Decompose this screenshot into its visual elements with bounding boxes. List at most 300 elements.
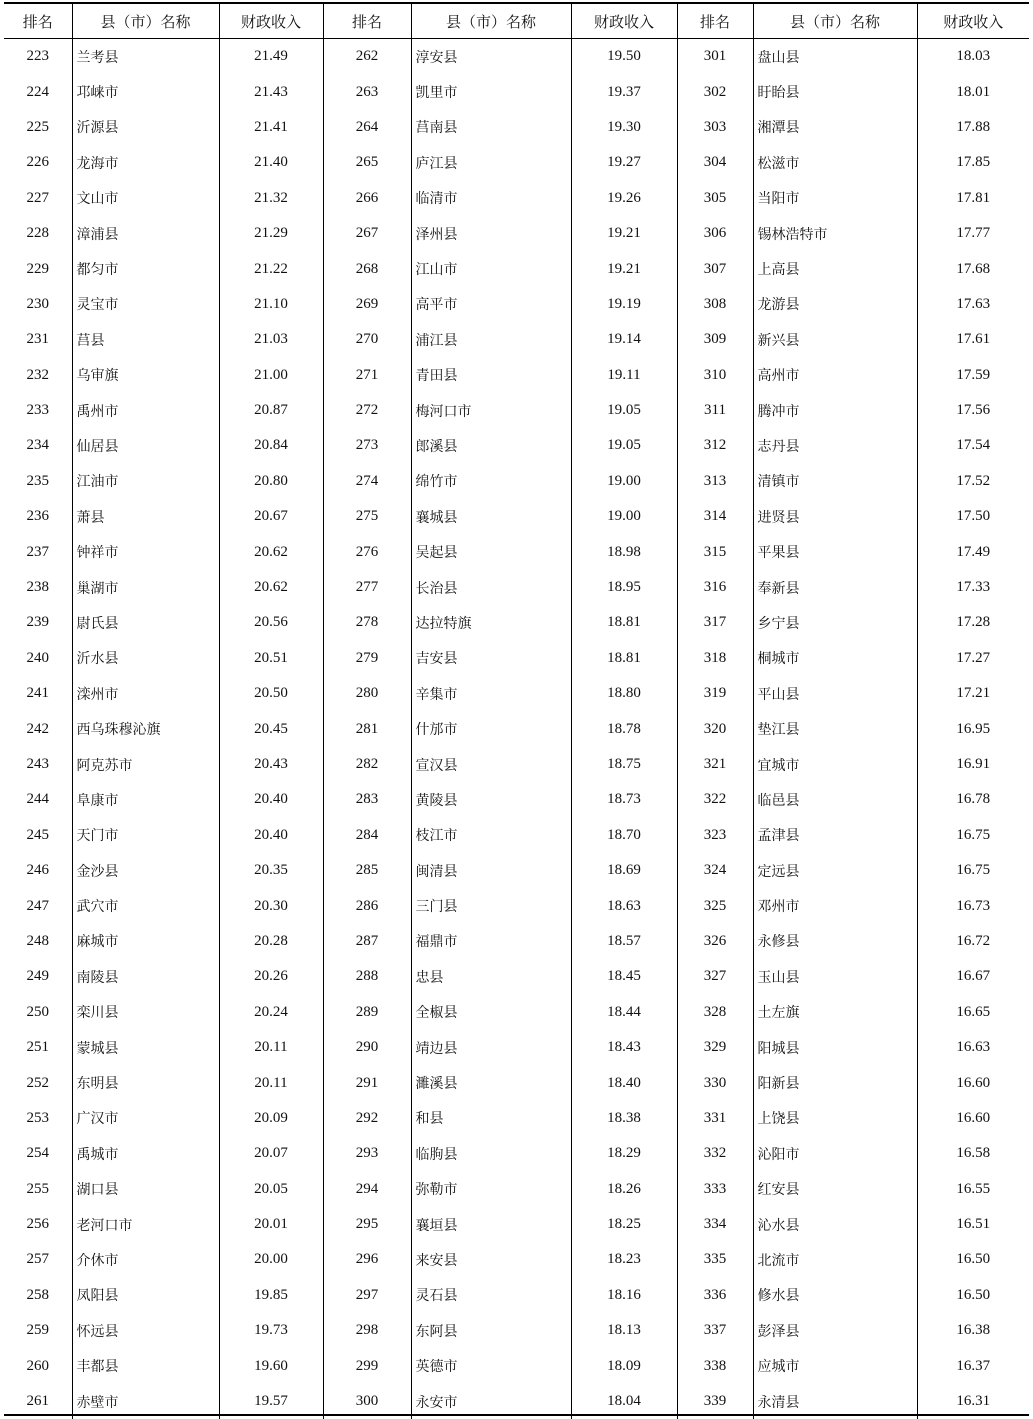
rank-cell: 229 bbox=[4, 251, 72, 286]
revenue-cell: 20.84 bbox=[219, 428, 323, 463]
rank-cell: 271 bbox=[323, 358, 411, 393]
rank-cell: 274 bbox=[323, 464, 411, 499]
rank-cell: 264 bbox=[323, 110, 411, 145]
rank-cell: 273 bbox=[323, 428, 411, 463]
rank-cell: 299 bbox=[323, 1348, 411, 1383]
county-name-cell: 锡林浩特市 bbox=[753, 216, 917, 251]
revenue-cell: 18.73 bbox=[571, 782, 677, 817]
revenue-cell: 21.41 bbox=[219, 110, 323, 145]
rank-cell: 307 bbox=[677, 251, 753, 286]
rank-cell: 331 bbox=[677, 1101, 753, 1136]
table-row bbox=[4, 605, 1029, 640]
revenue-cell: 16.31 bbox=[956, 1393, 991, 1410]
header-rank-2: 排名 bbox=[323, 4, 411, 39]
county-name-cell: 宣汉县 bbox=[411, 747, 571, 782]
table-row bbox=[4, 924, 1029, 959]
rank-cell: 261 bbox=[4, 1384, 72, 1419]
table-header-row bbox=[4, 4, 1029, 39]
rank-cell: 246 bbox=[4, 853, 72, 888]
rank-cell: 279 bbox=[323, 641, 411, 676]
rank-cell: 224 bbox=[4, 74, 72, 109]
revenue-cell: 18.25 bbox=[571, 1207, 677, 1242]
revenue-cell: 20.26 bbox=[219, 959, 323, 994]
county-name-cell: 灵宝市 bbox=[72, 287, 219, 322]
county-name-cell: 达拉特旗 bbox=[411, 605, 571, 640]
revenue-cell: 18.69 bbox=[571, 853, 677, 888]
revenue-cell: 19.14 bbox=[571, 322, 677, 357]
revenue-cell: 21.00 bbox=[219, 358, 323, 393]
rank-cell: 267 bbox=[323, 216, 411, 251]
revenue-cell: 21.40 bbox=[219, 145, 323, 180]
revenue-cell: 20.11 bbox=[219, 1065, 323, 1100]
county-name-cell: 丰都县 bbox=[72, 1348, 219, 1383]
rank-cell: 302 bbox=[677, 74, 753, 109]
rank-cell: 241 bbox=[4, 676, 72, 711]
rank-cell: 272 bbox=[323, 393, 411, 428]
county-name-cell: 乌审旗 bbox=[72, 358, 219, 393]
table-row bbox=[4, 393, 1029, 428]
revenue-cell: 20.40 bbox=[219, 782, 323, 817]
table-row bbox=[4, 499, 1029, 534]
rank-cell: 280 bbox=[323, 676, 411, 711]
county-name-cell: 上高县 bbox=[753, 251, 917, 286]
county-name-cell: 来安县 bbox=[411, 1242, 571, 1277]
rank-cell: 339 bbox=[677, 1384, 753, 1419]
county-name-cell: 梅河口市 bbox=[411, 393, 571, 428]
county-name-cell: 天门市 bbox=[72, 818, 219, 853]
rank-cell: 258 bbox=[4, 1278, 72, 1313]
rank-cell: 309 bbox=[677, 322, 753, 357]
rank-cell: 238 bbox=[4, 570, 72, 605]
table-row bbox=[4, 39, 1029, 75]
county-name-cell: 凯里市 bbox=[411, 74, 571, 109]
rank-cell: 310 bbox=[677, 358, 753, 393]
county-name-cell: 红安县 bbox=[753, 1172, 917, 1207]
revenue-cell: 16.37 bbox=[956, 1357, 991, 1374]
county-name-cell: 莒南县 bbox=[411, 110, 571, 145]
county-name-cell: 湘潭县 bbox=[753, 110, 917, 145]
rank-cell: 231 bbox=[4, 322, 72, 357]
table-row bbox=[4, 322, 1029, 357]
county-name-cell: 平山县 bbox=[753, 676, 917, 711]
rank-cell: 289 bbox=[323, 995, 411, 1030]
rank-cell: 233 bbox=[4, 393, 72, 428]
county-name-cell: 北流市 bbox=[753, 1242, 917, 1277]
rank-cell: 240 bbox=[4, 641, 72, 676]
rank-cell: 290 bbox=[323, 1030, 411, 1065]
rank-cell: 296 bbox=[323, 1242, 411, 1277]
county-name-cell: 襄垣县 bbox=[411, 1207, 571, 1242]
county-name-cell: 玉山县 bbox=[753, 959, 917, 994]
rank-cell: 330 bbox=[677, 1065, 753, 1100]
revenue-cell: 18.13 bbox=[571, 1313, 677, 1348]
revenue-cell: 20.35 bbox=[219, 853, 323, 888]
header-name-3: 县（市）名称 bbox=[753, 4, 917, 39]
county-name-cell: 金沙县 bbox=[72, 853, 219, 888]
county-name-cell: 全椒县 bbox=[411, 995, 571, 1030]
county-name-cell: 郎溪县 bbox=[411, 428, 571, 463]
rank-cell: 332 bbox=[677, 1136, 753, 1171]
table-row bbox=[4, 782, 1029, 817]
county-name-cell: 枝江市 bbox=[411, 818, 571, 853]
rank-cell: 248 bbox=[4, 924, 72, 959]
county-name-cell: 湖口县 bbox=[72, 1172, 219, 1207]
county-name-cell: 阜康市 bbox=[72, 782, 219, 817]
revenue-cell: 17.56 bbox=[956, 402, 991, 419]
table-row bbox=[4, 145, 1029, 180]
county-name-cell: 盱眙县 bbox=[753, 74, 917, 109]
revenue-cell: 17.77 bbox=[956, 225, 991, 242]
rank-cell: 320 bbox=[677, 711, 753, 746]
county-name-cell: 高平市 bbox=[411, 287, 571, 322]
header-name-2: 县（市）名称 bbox=[411, 4, 571, 39]
revenue-cell: 18.63 bbox=[571, 888, 677, 923]
revenue-cell: 19.37 bbox=[571, 74, 677, 109]
rank-cell: 288 bbox=[323, 959, 411, 994]
revenue-cell: 20.05 bbox=[219, 1172, 323, 1207]
table-row bbox=[4, 995, 1029, 1030]
revenue-cell: 16.58 bbox=[956, 1145, 991, 1162]
county-name-cell: 泽州县 bbox=[411, 216, 571, 251]
revenue-cell: 18.03 bbox=[956, 48, 991, 65]
county-name-cell: 尉氏县 bbox=[72, 605, 219, 640]
table-row bbox=[4, 1348, 1029, 1383]
fiscal-revenue-table-container bbox=[4, 2, 1029, 1416]
county-name-cell: 介休市 bbox=[72, 1242, 219, 1277]
county-name-cell: 文山市 bbox=[72, 181, 219, 216]
county-name-cell: 都匀市 bbox=[72, 251, 219, 286]
revenue-cell: 18.80 bbox=[571, 676, 677, 711]
county-name-cell: 东阿县 bbox=[411, 1313, 571, 1348]
county-name-cell: 沂水县 bbox=[72, 641, 219, 676]
county-name-cell: 临邑县 bbox=[753, 782, 917, 817]
county-name-cell: 西乌珠穆沁旗 bbox=[72, 711, 219, 746]
county-name-cell: 上饶县 bbox=[753, 1101, 917, 1136]
county-name-cell: 蒙城县 bbox=[72, 1030, 219, 1065]
table-row bbox=[4, 959, 1029, 994]
revenue-cell: 18.04 bbox=[571, 1384, 677, 1419]
revenue-cell: 16.60 bbox=[956, 1074, 991, 1091]
rank-cell: 321 bbox=[677, 747, 753, 782]
rank-cell: 256 bbox=[4, 1207, 72, 1242]
county-name-cell: 襄城县 bbox=[411, 499, 571, 534]
county-name-cell: 永安市 bbox=[411, 1384, 571, 1419]
revenue-cell: 17.21 bbox=[956, 685, 991, 702]
county-name-cell: 阳城县 bbox=[753, 1030, 917, 1065]
county-name-cell: 新兴县 bbox=[753, 322, 917, 357]
revenue-cell: 20.28 bbox=[219, 924, 323, 959]
county-name-cell: 垫江县 bbox=[753, 711, 917, 746]
revenue-cell: 18.95 bbox=[571, 570, 677, 605]
revenue-cell: 18.44 bbox=[571, 995, 677, 1030]
rank-cell: 236 bbox=[4, 499, 72, 534]
county-name-cell: 邛崃市 bbox=[72, 74, 219, 109]
county-name-cell: 龙游县 bbox=[753, 287, 917, 322]
rank-cell: 294 bbox=[323, 1172, 411, 1207]
county-name-cell: 南陵县 bbox=[72, 959, 219, 994]
revenue-cell: 16.67 bbox=[956, 968, 991, 985]
county-name-cell: 赤壁市 bbox=[72, 1384, 219, 1419]
revenue-cell: 21.10 bbox=[219, 287, 323, 322]
county-name-cell: 滦州市 bbox=[72, 676, 219, 711]
rank-cell: 313 bbox=[677, 464, 753, 499]
county-name-cell: 仙居县 bbox=[72, 428, 219, 463]
rank-cell: 315 bbox=[677, 534, 753, 569]
county-name-cell: 闽清县 bbox=[411, 853, 571, 888]
county-name-cell: 沁水县 bbox=[753, 1207, 917, 1242]
header-rank-1: 排名 bbox=[4, 4, 72, 39]
county-name-cell: 和县 bbox=[411, 1101, 571, 1136]
county-name-cell: 进贤县 bbox=[753, 499, 917, 534]
revenue-cell: 17.54 bbox=[956, 437, 991, 454]
rank-cell: 263 bbox=[323, 74, 411, 109]
revenue-cell: 19.05 bbox=[571, 393, 677, 428]
rank-cell: 297 bbox=[323, 1278, 411, 1313]
rank-cell: 300 bbox=[323, 1384, 411, 1419]
revenue-cell: 16.50 bbox=[956, 1286, 991, 1303]
rank-cell: 225 bbox=[4, 110, 72, 145]
rank-cell: 284 bbox=[323, 818, 411, 853]
revenue-cell: 16.91 bbox=[956, 756, 991, 772]
rank-cell: 323 bbox=[677, 818, 753, 853]
header-revenue-3: 财政收入 bbox=[917, 4, 1029, 39]
rank-cell: 281 bbox=[323, 711, 411, 746]
county-name-cell: 莒县 bbox=[72, 322, 219, 357]
rank-cell: 327 bbox=[677, 959, 753, 994]
county-name-cell: 兰考县 bbox=[72, 39, 219, 75]
county-name-cell: 江油市 bbox=[72, 464, 219, 499]
county-name-cell: 凤阳县 bbox=[72, 1278, 219, 1313]
county-name-cell: 桐城市 bbox=[753, 641, 917, 676]
table-row bbox=[4, 1101, 1029, 1136]
rank-cell: 254 bbox=[4, 1136, 72, 1171]
rank-cell: 283 bbox=[323, 782, 411, 817]
county-name-cell: 土左旗 bbox=[753, 995, 917, 1030]
county-name-cell: 修水县 bbox=[753, 1278, 917, 1313]
rank-cell: 326 bbox=[677, 924, 753, 959]
rank-cell: 287 bbox=[323, 924, 411, 959]
revenue-cell: 16.38 bbox=[956, 1322, 991, 1339]
table-row bbox=[4, 1172, 1029, 1207]
revenue-cell: 18.01 bbox=[956, 83, 991, 100]
revenue-cell: 19.19 bbox=[571, 287, 677, 322]
rank-cell: 318 bbox=[677, 641, 753, 676]
revenue-cell: 17.63 bbox=[956, 295, 991, 312]
revenue-cell: 18.45 bbox=[571, 959, 677, 994]
revenue-cell: 16.72 bbox=[956, 932, 991, 949]
rank-cell: 336 bbox=[677, 1278, 753, 1313]
rank-cell: 259 bbox=[4, 1313, 72, 1348]
rank-cell: 270 bbox=[323, 322, 411, 357]
rank-cell: 228 bbox=[4, 216, 72, 251]
table-row bbox=[4, 251, 1029, 286]
county-name-cell: 弥勒市 bbox=[411, 1172, 571, 1207]
rank-cell: 329 bbox=[677, 1030, 753, 1065]
county-name-cell: 当阳市 bbox=[753, 181, 917, 216]
revenue-cell: 17.33 bbox=[956, 579, 991, 596]
county-name-cell: 萧县 bbox=[72, 499, 219, 534]
county-name-cell: 阿克苏市 bbox=[72, 747, 219, 782]
rank-cell: 253 bbox=[4, 1101, 72, 1136]
county-name-cell: 濉溪县 bbox=[411, 1065, 571, 1100]
county-name-cell: 阳新县 bbox=[753, 1065, 917, 1100]
rank-cell: 242 bbox=[4, 711, 72, 746]
county-name-cell: 清镇市 bbox=[753, 464, 917, 499]
county-name-cell: 怀远县 bbox=[72, 1313, 219, 1348]
rank-cell: 292 bbox=[323, 1101, 411, 1136]
county-name-cell: 盘山县 bbox=[753, 39, 917, 75]
revenue-cell: 19.00 bbox=[571, 464, 677, 499]
revenue-cell: 20.62 bbox=[219, 534, 323, 569]
table-row bbox=[4, 711, 1029, 746]
rank-cell: 301 bbox=[677, 39, 753, 75]
county-name-cell: 福鼎市 bbox=[411, 924, 571, 959]
county-name-cell: 浦江县 bbox=[411, 322, 571, 357]
rank-cell: 278 bbox=[323, 605, 411, 640]
table-row bbox=[4, 1207, 1029, 1242]
rank-cell: 317 bbox=[677, 605, 753, 640]
revenue-cell: 19.00 bbox=[571, 499, 677, 534]
header-revenue-1: 财政收入 bbox=[219, 4, 323, 39]
table-row bbox=[4, 888, 1029, 923]
table-row bbox=[4, 74, 1029, 109]
county-name-cell: 忠县 bbox=[411, 959, 571, 994]
table-row bbox=[4, 641, 1029, 676]
revenue-cell: 20.45 bbox=[219, 711, 323, 746]
revenue-cell: 17.59 bbox=[956, 366, 991, 383]
revenue-cell: 19.85 bbox=[219, 1278, 323, 1313]
county-name-cell: 松滋市 bbox=[753, 145, 917, 180]
table-row bbox=[4, 1313, 1029, 1348]
county-name-cell: 辛集市 bbox=[411, 676, 571, 711]
county-name-cell: 三门县 bbox=[411, 888, 571, 923]
rank-cell: 230 bbox=[4, 287, 72, 322]
revenue-cell: 16.78 bbox=[956, 791, 991, 808]
rank-cell: 282 bbox=[323, 747, 411, 782]
county-name-cell: 灵石县 bbox=[411, 1278, 571, 1313]
rank-cell: 314 bbox=[677, 499, 753, 534]
revenue-cell: 20.67 bbox=[219, 499, 323, 534]
rank-cell: 276 bbox=[323, 534, 411, 569]
rank-cell: 337 bbox=[677, 1313, 753, 1348]
revenue-cell: 17.49 bbox=[956, 543, 991, 560]
county-name-cell: 沁阳市 bbox=[753, 1136, 917, 1171]
revenue-cell: 20.51 bbox=[219, 641, 323, 676]
county-name-cell: 乡宁县 bbox=[753, 605, 917, 640]
revenue-cell: 20.40 bbox=[219, 818, 323, 853]
county-name-cell: 临清市 bbox=[411, 181, 571, 216]
table-row bbox=[4, 570, 1029, 605]
table-row bbox=[4, 534, 1029, 569]
table-row bbox=[4, 1030, 1029, 1065]
rank-cell: 255 bbox=[4, 1172, 72, 1207]
rank-cell: 303 bbox=[677, 110, 753, 145]
revenue-cell: 20.43 bbox=[219, 747, 323, 782]
county-name-cell: 永修县 bbox=[753, 924, 917, 959]
county-name-cell: 宜城市 bbox=[753, 747, 917, 782]
rank-cell: 252 bbox=[4, 1065, 72, 1100]
revenue-cell: 18.57 bbox=[571, 924, 677, 959]
revenue-cell: 21.22 bbox=[219, 251, 323, 286]
table-row bbox=[4, 818, 1029, 853]
revenue-cell: 17.81 bbox=[956, 189, 991, 206]
rank-cell: 269 bbox=[323, 287, 411, 322]
revenue-cell: 19.73 bbox=[219, 1313, 323, 1348]
revenue-cell: 18.23 bbox=[571, 1242, 677, 1277]
rank-cell: 232 bbox=[4, 358, 72, 393]
rank-cell: 275 bbox=[323, 499, 411, 534]
rank-cell: 285 bbox=[323, 853, 411, 888]
revenue-cell: 18.29 bbox=[571, 1136, 677, 1171]
revenue-cell: 18.81 bbox=[571, 605, 677, 640]
revenue-cell: 18.43 bbox=[571, 1030, 677, 1065]
rank-cell: 324 bbox=[677, 853, 753, 888]
rank-cell: 243 bbox=[4, 747, 72, 782]
revenue-cell: 21.43 bbox=[219, 74, 323, 109]
table-row bbox=[4, 1384, 1029, 1419]
county-name-cell: 栾川县 bbox=[72, 995, 219, 1030]
county-name-cell: 吴起县 bbox=[411, 534, 571, 569]
rank-cell: 223 bbox=[4, 39, 72, 75]
county-name-cell: 老河口市 bbox=[72, 1207, 219, 1242]
revenue-cell: 18.75 bbox=[571, 747, 677, 782]
rank-cell: 262 bbox=[323, 39, 411, 75]
rank-cell: 250 bbox=[4, 995, 72, 1030]
county-name-cell: 彭泽县 bbox=[753, 1313, 917, 1348]
rank-cell: 249 bbox=[4, 959, 72, 994]
county-name-cell: 禹州市 bbox=[72, 393, 219, 428]
county-name-cell: 沂源县 bbox=[72, 110, 219, 145]
rank-cell: 325 bbox=[677, 888, 753, 923]
county-name-cell: 长治县 bbox=[411, 570, 571, 605]
county-name-cell: 志丹县 bbox=[753, 428, 917, 463]
rank-cell: 257 bbox=[4, 1242, 72, 1277]
revenue-cell: 20.24 bbox=[219, 995, 323, 1030]
rank-cell: 316 bbox=[677, 570, 753, 605]
rank-cell: 304 bbox=[677, 145, 753, 180]
revenue-cell: 19.57 bbox=[219, 1384, 323, 1419]
revenue-cell: 17.28 bbox=[956, 614, 991, 631]
county-name-cell: 奉新县 bbox=[753, 570, 917, 605]
table-row bbox=[4, 110, 1029, 145]
revenue-cell: 17.61 bbox=[956, 331, 991, 348]
rank-cell: 293 bbox=[323, 1136, 411, 1171]
county-name-cell: 高州市 bbox=[753, 358, 917, 393]
rank-cell: 338 bbox=[677, 1348, 753, 1383]
revenue-cell: 16.50 bbox=[956, 1251, 991, 1268]
revenue-cell: 16.95 bbox=[956, 720, 991, 737]
table-row bbox=[4, 853, 1029, 888]
county-name-cell: 庐江县 bbox=[411, 145, 571, 180]
county-name-cell: 绵竹市 bbox=[411, 464, 571, 499]
rank-cell: 312 bbox=[677, 428, 753, 463]
revenue-cell: 20.56 bbox=[219, 605, 323, 640]
revenue-cell: 19.50 bbox=[571, 39, 677, 75]
county-name-cell: 淳安县 bbox=[411, 39, 571, 75]
rank-cell: 237 bbox=[4, 534, 72, 569]
revenue-cell: 16.60 bbox=[956, 1109, 991, 1126]
table-row bbox=[4, 747, 1029, 782]
county-name-cell: 吉安县 bbox=[411, 641, 571, 676]
county-name-cell: 腾冲市 bbox=[753, 393, 917, 428]
rank-cell: 226 bbox=[4, 145, 72, 180]
rank-cell: 227 bbox=[4, 181, 72, 216]
revenue-cell: 20.87 bbox=[219, 393, 323, 428]
revenue-cell: 19.11 bbox=[571, 358, 677, 393]
table-row bbox=[4, 181, 1029, 216]
revenue-cell: 20.00 bbox=[219, 1242, 323, 1277]
rank-cell: 244 bbox=[4, 782, 72, 817]
